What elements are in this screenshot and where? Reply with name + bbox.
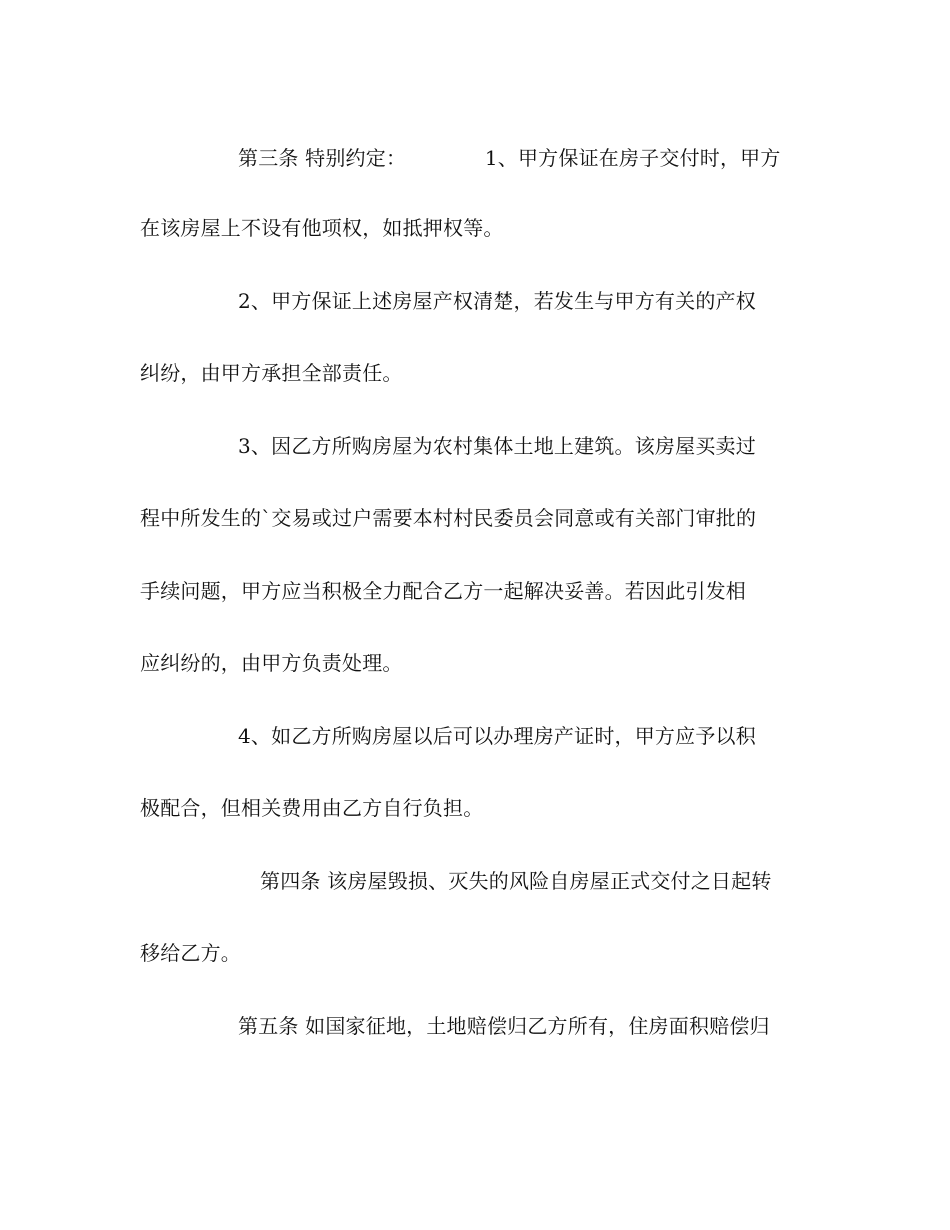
- text-line: 极配合，但相关费用由乙方自行负担。: [140, 796, 484, 820]
- text-line: 程中所发生的`交易或过户需要本村村民委员会同意或有关部门审批的: [140, 506, 757, 530]
- text-line: 2、甲方保证上述房屋产权清楚，若发生与甲方有关的产权: [238, 289, 756, 313]
- text-line: 纠纷，由甲方承担全部责任。: [140, 361, 403, 385]
- text-line: 手续问题，甲方应当积极全力配合乙方一起解决妥善。若因此引发相: [140, 579, 746, 603]
- text-line: 4、如乙方所购房屋以后可以办理房产证时，甲方应予以积: [238, 724, 756, 748]
- text-line: 第三条 特别约定： 1、甲方保证在房子交付时，甲方: [238, 146, 781, 170]
- text-line: 3、因乙方所购房屋为农村集体土地上建筑。该房屋买卖过: [238, 434, 756, 458]
- text-line: 第四条 该房屋毁损、灭失的风险自房屋正式交付之日起转: [260, 869, 772, 893]
- text-line: 应纠纷的，由甲方负责处理。: [140, 651, 403, 675]
- text-line: 第五条 如国家征地，土地赔偿归乙方所有，住房面积赔偿归: [238, 1014, 770, 1038]
- text-line: 移给乙方。: [140, 941, 241, 965]
- text-line: 在该房屋上不设有他项权，如抵押权等。: [140, 216, 504, 240]
